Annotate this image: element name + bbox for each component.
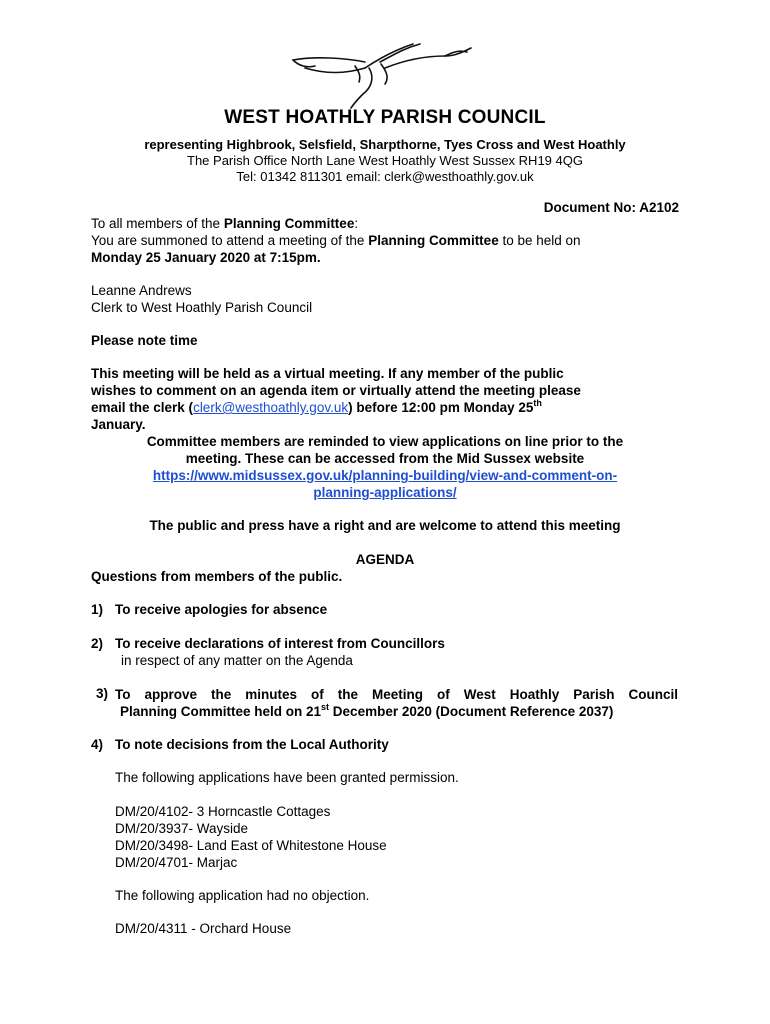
granted-application: DM/20/4102- 3 Horncastle Cottages — [115, 804, 331, 819]
clerk-role: Clerk to West Hoathly Parish Council — [91, 300, 313, 315]
document-number: Document No: A2102 — [543, 200, 679, 215]
virtual-line-4: January. — [91, 417, 146, 432]
website-link-continued[interactable]: planning-applications/ — [313, 485, 457, 500]
virtual-line-2: wishes to comment on an agenda item or virtually attend the meeting please — [91, 383, 581, 398]
clerk-email-link[interactable]: clerk@westhoathly.gov.uk — [193, 400, 349, 415]
summons-line: You are summoned to attend a meeting of the Planning Committee to be held on — [91, 233, 581, 248]
note-time: Please note time — [91, 333, 198, 348]
agenda-item-4: To note decisions from the Local Authority — [115, 737, 389, 752]
granted-application: DM/20/4701- Marjac — [115, 855, 238, 870]
granted-application: DM/20/3498- Land East of Whitestone House — [115, 838, 387, 853]
agenda-item-2-sub: in respect of any matter on the Agenda — [121, 653, 353, 668]
reminder-line-2: meeting. These can be accessed from the Mid Sussex website — [185, 451, 585, 466]
agenda-item-2-number: 2) — [91, 636, 104, 651]
summons-to-line: To all members of the Planning Committee: — [91, 216, 359, 231]
agenda-item-3-number: 3) — [96, 686, 109, 701]
agenda-questions: Questions from members of the public. — [91, 569, 343, 584]
agenda-item-3: To approve the minutes of the Meeting of West Hoathly Parish Council Planning Committee held on 21st December 2020 (Document Reference 2037) — [115, 687, 678, 719]
granted-intro: The following applications have been granted permission. — [115, 770, 459, 785]
council-title: WEST HOATHLY PARISH COUNCIL — [224, 107, 546, 128]
agenda-heading: AGENDA — [355, 552, 415, 567]
website-link[interactable]: https://www.midsussex.gov.uk/planning-building/view-and-comment-on- — [152, 468, 618, 483]
no-objection-application: DM/20/4311 - Orchard House — [115, 921, 292, 936]
website-link-line-2 — [0, 485, 770, 501]
granted-application: DM/20/3937- Wayside — [115, 821, 249, 836]
clerk-name: Leanne Andrews — [91, 283, 192, 298]
website-link-line-1 — [0, 468, 770, 484]
bird-in-flight-icon — [285, 38, 485, 110]
public-notice: The public and press have a right and are welcome to attend this meeting — [149, 518, 621, 533]
agenda-item-1-number: 1) — [91, 602, 104, 617]
meeting-date: Monday 25 January 2020 at 7:15pm. — [91, 250, 321, 265]
virtual-line-1: This meeting will be held as a virtual meeting. If any member of the public — [91, 366, 564, 381]
office-address: The Parish Office North Lane West Hoathly West Sussex RH19 4QG — [187, 153, 583, 168]
representing-line: representing Highbrook, Selsfield, Sharpthorne, Tyes Cross and West Hoathly — [144, 137, 626, 152]
agenda-item-2: To receive declarations of interest from Councillors — [115, 636, 445, 651]
reminder-line-1: Committee members are reminded to view applications on line prior to the — [146, 434, 624, 449]
virtual-line-3: email the clerk (clerk@westhoathly.gov.uk) before 12:00 pm Monday 25th — [91, 397, 542, 415]
agenda-item-1: To receive apologies for absence — [115, 602, 328, 617]
contact-line: Tel: 01342 811301 email: clerk@westhoathly.gov.uk — [236, 169, 534, 184]
no-objection-intro: The following application had no objection. — [115, 888, 370, 903]
agenda-item-4-number: 4) — [91, 737, 104, 752]
